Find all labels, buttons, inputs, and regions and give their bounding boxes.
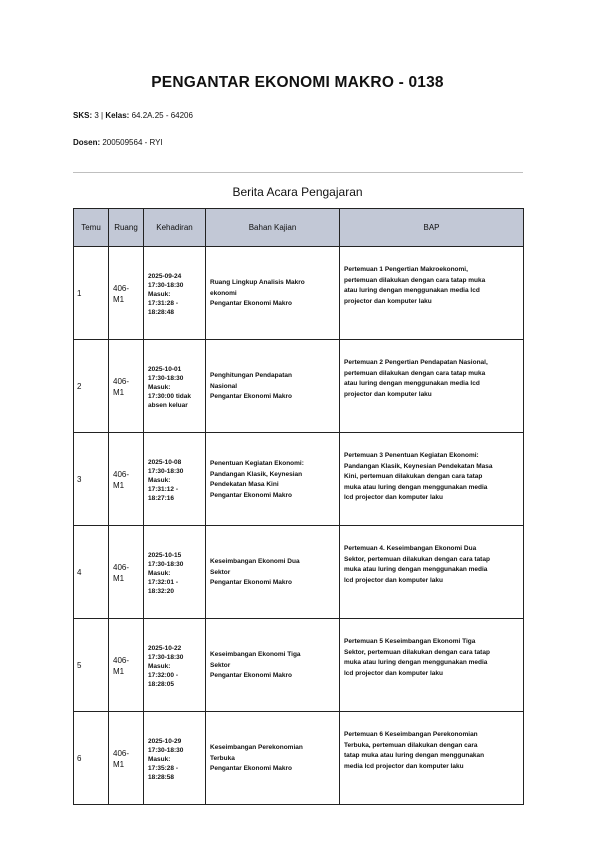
header-ruang: Ruang <box>109 209 144 247</box>
bahan-line: Keseimbangan Perekonomian <box>210 744 303 752</box>
bap-table <box>73 208 524 805</box>
cell-kehadiran <box>144 433 206 526</box>
kehadiran-line: 18:28:58 <box>148 773 175 781</box>
kehadiran-line: 18:28:48 <box>148 308 175 316</box>
bahan-line: Sektor <box>210 568 231 576</box>
sks-label: SKS: <box>73 111 93 120</box>
cell-ruang <box>109 340 144 433</box>
kehadiran-line: 2025-10-22 <box>148 644 182 652</box>
bap-line: Pandangan Klasik, Keynesian Pendekatan Masa <box>344 462 493 470</box>
table-row <box>74 340 524 433</box>
bahan-line: Pengantar Ekonomi Makro <box>210 672 292 680</box>
bahan-line: Keseimbangan Ekonomi Dua <box>210 558 300 566</box>
lecturer-meta <box>73 138 163 147</box>
kehadiran-line: Masuk: <box>148 662 171 670</box>
bahan-line: Nasional <box>210 382 238 390</box>
table-row <box>74 526 524 619</box>
bap-line: atau luring dengan menggunakan media lcd <box>344 287 480 294</box>
ruang-line: M1 <box>113 760 125 769</box>
header-temu: Temu <box>74 209 109 247</box>
bap-line: pertemuan dilakukan dengan cara tatap muka <box>344 369 486 377</box>
bap-line: Pertemuan 2 Pengertian Pendapatan Nasional, <box>344 359 488 366</box>
bahan-line: Pengantar Ekonomi Makro <box>210 765 292 773</box>
kehadiran-line: 2025-10-29 <box>148 737 182 745</box>
cell-bahan-kajian <box>206 340 340 433</box>
cell-temu: 1 <box>74 247 109 340</box>
header-bahan-kajian: Bahan Kajian <box>206 209 340 247</box>
bap-line: projector dan komputer laku <box>344 390 432 398</box>
kehadiran-line: 17:30-18:30 <box>148 746 184 754</box>
bap-line: Sektor, pertemuan dilakukan dengan cara tatap <box>344 555 490 563</box>
bahan-line: Pengantar Ekonomi Makro <box>210 300 292 308</box>
kehadiran-line: 17:30-18:30 <box>148 281 184 289</box>
table-row <box>74 247 524 340</box>
cell-temu: 2 <box>74 340 109 433</box>
kelas-label: Kelas: <box>105 111 130 120</box>
kehadiran-line: 2025-10-01 <box>148 365 182 373</box>
table-row <box>74 619 524 712</box>
ruang-line: 406- <box>113 563 130 572</box>
ruang-line: 406- <box>113 749 130 758</box>
bahan-line: Sektor <box>210 661 231 669</box>
bap-line: lcd projector dan komputer laku <box>344 576 443 584</box>
cell-ruang <box>109 619 144 712</box>
kehadiran-line: absen keluar <box>148 401 188 409</box>
bap-line: muka atau luring dengan menggunakan media <box>344 483 488 491</box>
kehadiran-line: Masuk: <box>148 290 171 298</box>
course-meta <box>73 111 193 120</box>
cell-bap <box>340 526 524 619</box>
ruang-line: M1 <box>113 295 125 304</box>
cell-temu: 5 <box>74 619 109 712</box>
bap-line: Pertemuan 6 Keseimbangan Perekonomian <box>344 731 478 738</box>
cell-bahan-kajian <box>206 247 340 340</box>
bap-line: lcd projector dan komputer laku <box>344 494 443 501</box>
cell-bap <box>340 619 524 712</box>
bap-line: Pertemuan 4. Keseimbangan Ekonomi Dua <box>344 545 477 552</box>
bahan-line: Pengantar Ekonomi Makro <box>210 491 292 499</box>
cell-bap <box>340 433 524 526</box>
bahan-line: Pengantar Ekonomi Makro <box>210 579 292 587</box>
bap-line: atau luring dengan menggunakan media lcd <box>344 380 480 387</box>
kehadiran-line: 17:30-18:30 <box>148 560 184 568</box>
bahan-line: Pendekatan Masa Kini <box>210 481 279 488</box>
cell-kehadiran <box>144 340 206 433</box>
cell-bahan-kajian <box>206 619 340 712</box>
bap-line: lcd projector dan komputer laku <box>344 669 443 677</box>
dosen-label: Dosen: <box>73 138 101 147</box>
kehadiran-line: 17:30-18:30 <box>148 374 184 382</box>
cell-kehadiran <box>144 526 206 619</box>
ruang-line: M1 <box>113 388 125 397</box>
bahan-line: Penentuan Kegiatan Ekonomi: <box>210 460 304 467</box>
cell-bahan-kajian <box>206 712 340 805</box>
ruang-line: 406- <box>113 470 130 479</box>
kehadiran-line: 17:32:01 - <box>148 578 178 586</box>
kehadiran-line: 18:28:05 <box>148 680 175 688</box>
cell-ruang <box>109 247 144 340</box>
cell-bahan-kajian <box>206 526 340 619</box>
bahan-line: Pandangan Klasik, Keynesian <box>210 470 303 478</box>
cell-ruang <box>109 526 144 619</box>
ruang-line: M1 <box>113 481 125 490</box>
table-row <box>74 433 524 526</box>
bahan-line: Pengantar Ekonomi Makro <box>210 393 292 401</box>
kelas-value: 64.2A.25 - 64206 <box>129 111 193 120</box>
kehadiran-line: 17:30-18:30 <box>148 467 184 475</box>
cell-kehadiran <box>144 247 206 340</box>
bap-line: media lcd projector dan komputer laku <box>344 762 464 770</box>
cell-temu: 4 <box>74 526 109 619</box>
cell-kehadiran <box>144 619 206 712</box>
cell-kehadiran <box>144 712 206 805</box>
ruang-line: M1 <box>113 667 125 676</box>
ruang-line: M1 <box>113 574 125 583</box>
kehadiran-line: Masuk: <box>148 755 171 763</box>
kehadiran-line: 17:32:00 - <box>148 671 178 679</box>
page-title: PENGANTAR EKONOMI MAKRO - 0138 <box>151 74 444 91</box>
bap-line: muka atau luring dengan menggunakan media <box>344 566 488 573</box>
section-title: Berita Acara Pengajaran <box>232 185 363 199</box>
cell-bap <box>340 340 524 433</box>
kehadiran-line: 2025-10-15 <box>148 551 182 559</box>
dosen-value: 200509564 - RYI <box>100 138 163 147</box>
bahan-line: Terbuka <box>210 754 235 762</box>
ruang-line: 406- <box>113 656 130 665</box>
bap-line: muka atau luring dengan menggunakan media <box>344 659 488 666</box>
cell-bahan-kajian <box>206 433 340 526</box>
ruang-line: 406- <box>113 284 130 293</box>
bahan-line: Keseimbangan Ekonomi Tiga <box>210 651 301 659</box>
bap-line: projector dan komputer laku <box>344 297 432 305</box>
bap-line: Pertemuan 5 Keseimbangan Ekonomi Tiga <box>344 638 476 645</box>
sks-value: 3 | <box>92 111 106 120</box>
cell-bap <box>340 247 524 340</box>
kehadiran-line: 17:30-18:30 <box>148 653 184 661</box>
kehadiran-line: 17:31:28 - <box>148 299 178 307</box>
header-kehadiran: Kehadiran <box>144 209 206 247</box>
bap-line: Kini, pertemuan dilakukan dengan cara tatap <box>344 473 483 480</box>
kehadiran-line: 17:31:12 - <box>148 485 178 493</box>
bap-line: Sektor, pertemuan dilakukan dengan cara tatap <box>344 648 490 656</box>
table-row <box>74 712 524 805</box>
bap-line: Pertemuan 1 Pengertian Makroekonomi, <box>344 266 468 273</box>
ruang-line: 406- <box>113 377 130 386</box>
divider <box>73 172 523 173</box>
kehadiran-line: Masuk: <box>148 383 171 391</box>
kehadiran-line: 18:27:16 <box>148 494 175 502</box>
bahan-line: ekonomi <box>210 289 237 297</box>
kehadiran-line: 18:32:20 <box>148 587 175 595</box>
kehadiran-line: 17:35:28 - <box>148 764 178 772</box>
table-header-row <box>74 209 524 247</box>
kehadiran-line: 2025-10-08 <box>148 458 182 466</box>
kehadiran-line: 17:30:00 tidak <box>148 392 191 400</box>
bap-line: Terbuka, pertemuan dilakukan dengan cara <box>344 741 478 749</box>
bap-line: pertemuan dilakukan dengan cara tatap muka <box>344 276 486 284</box>
cell-temu: 6 <box>74 712 109 805</box>
bap-line: Pertemuan 3 Penentuan Kegiatan Ekonomi: <box>344 452 479 459</box>
bahan-line: Penghitungan Pendapatan <box>210 372 292 380</box>
cell-ruang <box>109 433 144 526</box>
kehadiran-line: 2025-09-24 <box>148 272 182 280</box>
cell-bap <box>340 712 524 805</box>
cell-ruang <box>109 712 144 805</box>
kehadiran-line: Masuk: <box>148 476 171 484</box>
bahan-line: Ruang Lingkup Analisis Makro <box>210 279 305 287</box>
header-bap: BAP <box>340 209 524 247</box>
cell-temu: 3 <box>74 433 109 526</box>
kehadiran-line: Masuk: <box>148 569 171 577</box>
bap-line: tatap muka atau luring dengan menggunakan <box>344 752 485 759</box>
